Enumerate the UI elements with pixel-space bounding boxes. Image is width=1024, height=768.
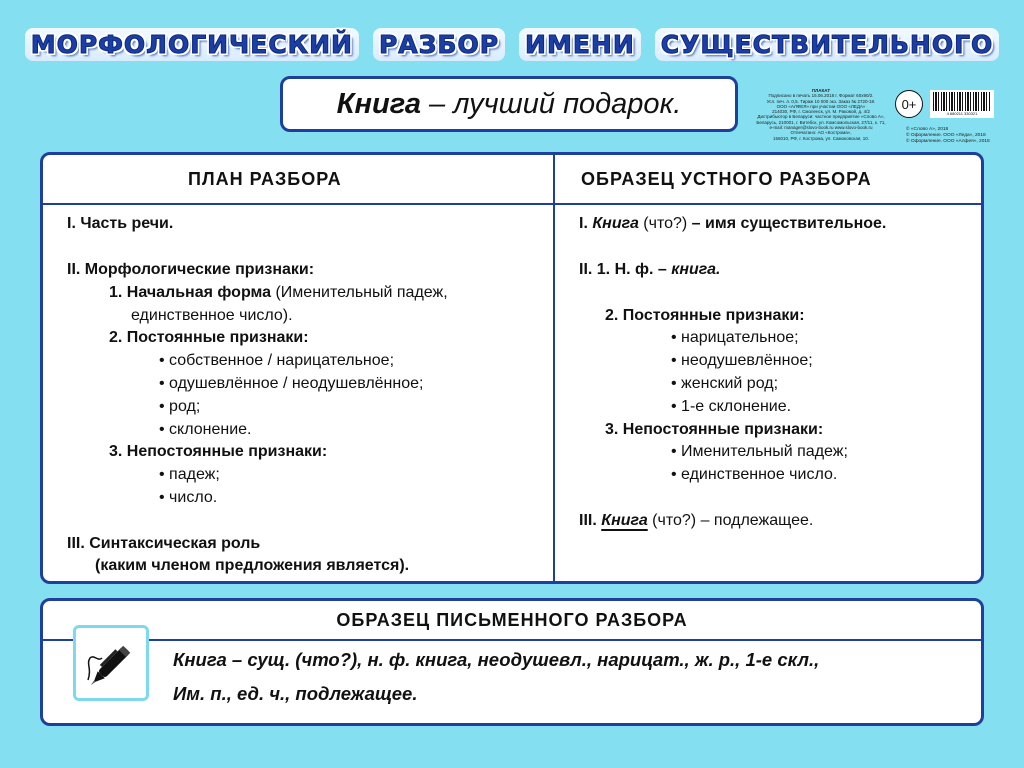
sample-const-title: 2. Постоянные признаки: [605,307,805,324]
pen-icon [73,625,149,701]
column-divider [553,155,555,581]
written-line-2: Им. п., ед. ч., подлежащее. [173,683,418,704]
header-divider [43,203,981,205]
plan-const-item: • одушевлённое / неодушевлённое; [159,375,424,392]
sample-iii-rest: (что?) – подлежащее. [647,512,814,529]
sample-ii-label: II. 1. Н. ф. – [579,261,672,278]
imprint-line: e-mail: manager@slovo-book.ru www.slovo-book.ru [769,125,873,131]
imprint-line: ООО «АЛФЕЯ» при участии ООО «ЛЕДА» [776,103,866,109]
plan-var-item: • падеж; [159,466,220,483]
motto-rest: – лучший подарок. [428,87,682,120]
sample-header: ОБРАЗЕЦ УСТНОГО РАЗБОРА [581,168,872,189]
sample-item-ii [579,261,720,279]
age-rating-badge: 0+ [895,90,923,118]
imprint-line: Подписано в печать 15.06.2018 г. Формат 60х90/2. [768,93,874,99]
copyright-line: © «Слово А», 2018 [906,127,949,132]
plan-item-ii1 [109,284,448,302]
copyright-line: © Оформление. ООО «Алфея», 2018 [906,139,990,144]
plan-item-ii2: 2. Постоянные признаки: [109,329,309,346]
title-word-3: ИМЕНИ [519,28,641,61]
sample-i-rest: – имя существительное. [691,215,887,232]
plan-item-iii: III. Синтаксическая роль [67,535,261,552]
sample-const-item: • нарицательное; [671,329,799,346]
plan-item-ii3: 3. Непостоянные признаки: [109,443,328,460]
plan-header: ПЛАН РАЗБОРА [188,168,342,189]
poster-title [0,28,1024,61]
sample-i-question: (что?) [638,215,692,232]
plan-iii-cont: (каким членом предложения является). [95,557,410,574]
plan-const-item: • склонение. [159,421,252,438]
sample-item-i [579,215,886,233]
imprint-block [756,88,886,141]
motto-word: Книга [336,87,421,120]
pen-icon-graphic [76,628,146,698]
title-word-4: СУЩЕСТВИТЕЛЬНОГО [655,28,1000,61]
plan-ii1-cont: единственное число). [131,307,293,324]
imprint-line: 214030, РФ, г. Смоленск, ул. М. Раковой, д. 4/2 [772,109,870,115]
written-header: ОБРАЗЕЦ ПИСЬМЕННОГО РАЗБОРА [43,601,981,641]
title-word-2: РАЗБОР [373,28,505,61]
sample-item-iii [579,512,813,530]
sample-i-word: Книга [592,215,639,232]
sample-var-title: 3. Непостоянные признаки: [605,421,824,438]
sample-ii-word: книга. [671,261,721,278]
plan-var-item: • число. [159,489,218,506]
imprint-line: Отпечатано: АО «Кострома», [790,130,852,136]
imprint-line: Дистрибьютор в Беларуси: частное предприятие «Слово А», [757,114,885,120]
plan-const-item: • род; [159,398,201,415]
imprint-line: 156010, РФ, г. Кострома, ул. Самоковская, 10. [772,135,870,141]
main-panel [40,152,984,584]
sample-i-num: I. [579,215,593,232]
written-line-1: Книга – сущ. (что?), н. ф. книга, неодушевл., нарицат., ж. р., 1-е скл., [173,649,820,670]
imprint-line: ПЛАКАТ [811,88,831,93]
written-panel [40,598,984,726]
barcode-number: 4 680211 330321 [946,111,978,116]
sample-iii-word: Книга [601,512,648,529]
sample-var-item: • единственное число. [671,466,838,483]
motto-box [280,76,738,132]
plan-item-ii: II. Морфологические признаки: [67,261,315,278]
title-word-1: МОРФОЛОГИЧЕСКИЙ [25,28,359,61]
sample-var-item: • Именительный падеж; [671,443,848,460]
sample-iii-num: III. [579,512,602,529]
plan-ii1-bold: 1. Начальная форма [109,284,272,301]
sample-const-item: • 1-е склонение. [671,398,792,415]
barcode [930,90,994,118]
sample-const-item: • женский род; [671,375,779,392]
copyright-block [906,127,1016,145]
plan-const-item: • собственное / нарицательное; [159,352,395,369]
plan-item-i: I. Часть речи. [67,215,174,232]
copyright-line: © Оформление. ООО «Леда», 2018 [906,133,986,138]
imprint-line: Усл. печ. л. 0,5. Тираж 10 000 экз. Заказ № 2720-18. [766,98,876,104]
sample-const-item: • неодушевлённое; [671,352,813,369]
plan-ii1-rest: (Именительный падеж, [271,284,448,301]
barcode-lines [933,92,991,111]
imprint-line: Беларусь, 210001, г. Витебск, ул. Комсомольская, 27/11, к. 71, [756,119,886,125]
